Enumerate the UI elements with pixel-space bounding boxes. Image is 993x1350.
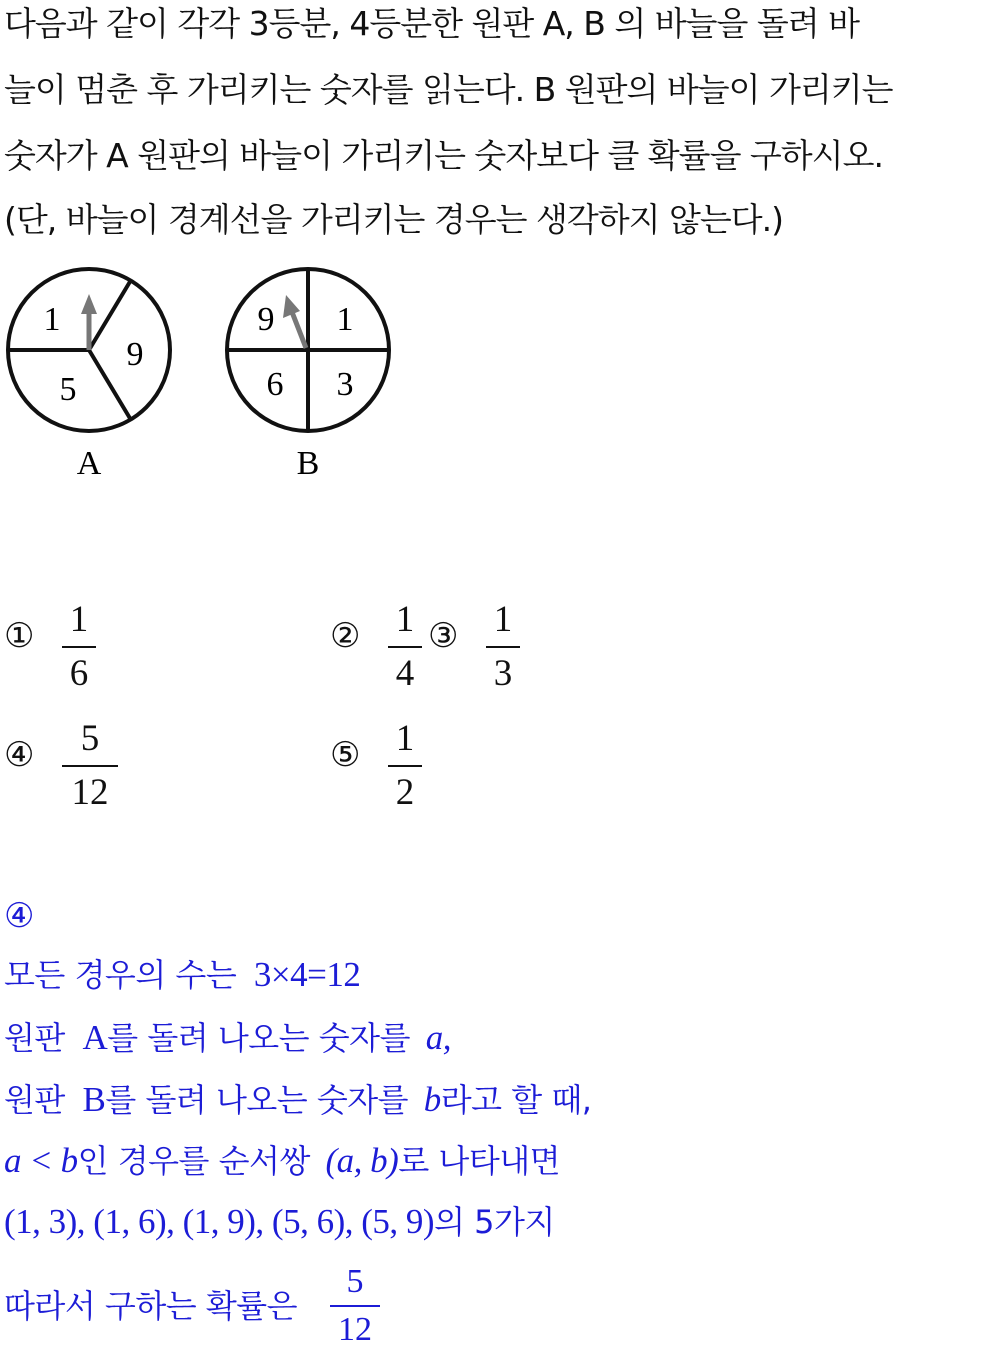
- choice-4[interactable]: [4, 717, 134, 813]
- spinner-b-needle: [292, 312, 306, 348]
- question-line-1: 다음과 같이 각각 3등분, 4등분한 원판 A, B 의 바늘을 돌려 바: [4, 4, 860, 43]
- solution-line-5: [4, 1202, 555, 1242]
- numerator: 1: [395, 599, 415, 640]
- choice-2[interactable]: [330, 598, 430, 694]
- choice-marker: ⑤: [330, 735, 361, 775]
- choice-fraction: [62, 717, 118, 815]
- solution-math: b: [423, 1080, 441, 1119]
- solution-math: a,: [425, 1018, 451, 1057]
- spinner-b-number: 6: [266, 366, 284, 403]
- spinner-a-divider: [89, 280, 131, 350]
- choice-marker: ③: [428, 616, 459, 656]
- solution-math: B: [82, 1080, 106, 1119]
- choice-3[interactable]: [428, 598, 538, 694]
- question-line-3: 숫자가 A 원판의 바늘이 가리키는 숫자보다 클 확률을 구하시오.: [4, 136, 883, 175]
- solution-line-4: [4, 1141, 560, 1181]
- numerator: 1: [69, 599, 89, 640]
- solution-final-fraction: [330, 1262, 380, 1350]
- solution-math: 3×4=12: [253, 955, 361, 994]
- solution-text: 원판: [4, 1081, 65, 1119]
- choice-5[interactable]: [330, 717, 430, 813]
- spinner-a-number: 1: [43, 301, 61, 338]
- solution-text: 를 돌려 나오는 숫자를: [107, 1019, 411, 1057]
- spinner-a-needle-head: [81, 294, 97, 314]
- choice-fraction: [388, 717, 422, 815]
- spinner-b-number: 9: [257, 301, 275, 338]
- solution-text: 따라서 구하는 확률은: [4, 1287, 298, 1325]
- solution-line-3: [4, 1080, 591, 1120]
- spinner-b: [220, 262, 400, 492]
- denominator: 6: [69, 653, 89, 694]
- choice-1[interactable]: [4, 598, 124, 694]
- spinner-a-number: 9: [126, 336, 144, 373]
- choice-marker: ②: [330, 616, 361, 656]
- numerator: 5: [80, 718, 100, 759]
- spinner-a: [0, 262, 185, 492]
- solution-line-2: [4, 1018, 451, 1058]
- spinner-b-caption: B: [296, 445, 320, 482]
- solution-text: 원판: [4, 1019, 65, 1057]
- solution-answer: ④: [4, 896, 34, 936]
- solution-math: (a, b): [325, 1141, 399, 1180]
- numerator: 1: [493, 599, 513, 640]
- choice-fraction: [62, 598, 96, 696]
- solution-text: 모든 경우의 수는: [4, 956, 237, 994]
- solution-math: A: [82, 1018, 108, 1057]
- spinner-a-number: 5: [59, 371, 77, 408]
- denominator: 2: [395, 772, 415, 813]
- solution-math: (1, 3), (1, 6), (1, 9), (5, 6), (5, 9): [4, 1202, 435, 1241]
- solution-line-6: [4, 1286, 297, 1326]
- question-line-4: (단, 바늘이 경계선을 가리키는 경우는 생각하지 않는다.): [4, 200, 783, 239]
- spinner-b-number: 1: [336, 301, 354, 338]
- choice-fraction: [486, 598, 520, 696]
- denominator: 3: [493, 653, 513, 694]
- choice-marker: ④: [4, 735, 35, 775]
- denominator: 4: [395, 653, 415, 694]
- spinner-b-number: 3: [336, 366, 354, 403]
- numerator: 5: [346, 1263, 364, 1300]
- numerator: 1: [395, 718, 415, 759]
- denominator: 12: [338, 1311, 372, 1348]
- solution-text: 의 5가지: [434, 1203, 555, 1241]
- spinner-a-divider: [89, 350, 131, 420]
- solution-text: 로 나타내면: [398, 1142, 561, 1180]
- choice-fraction: [388, 598, 422, 696]
- solution-math: a < b: [4, 1141, 78, 1180]
- denominator: 12: [71, 772, 109, 813]
- question-line-2: 늘이 멈춘 후 가리키는 숫자를 읽는다. B 원판의 바늘이 가리키는: [4, 70, 893, 109]
- solution-text: 를 돌려 나오는 숫자를: [105, 1081, 409, 1119]
- solution-text: 인 경우를 순서쌍: [77, 1142, 310, 1180]
- spinner-a-caption: A: [76, 445, 102, 482]
- solution-text: 라고 할 때,: [440, 1081, 592, 1119]
- solution-line-1: [4, 955, 360, 995]
- choice-marker: ①: [4, 616, 35, 656]
